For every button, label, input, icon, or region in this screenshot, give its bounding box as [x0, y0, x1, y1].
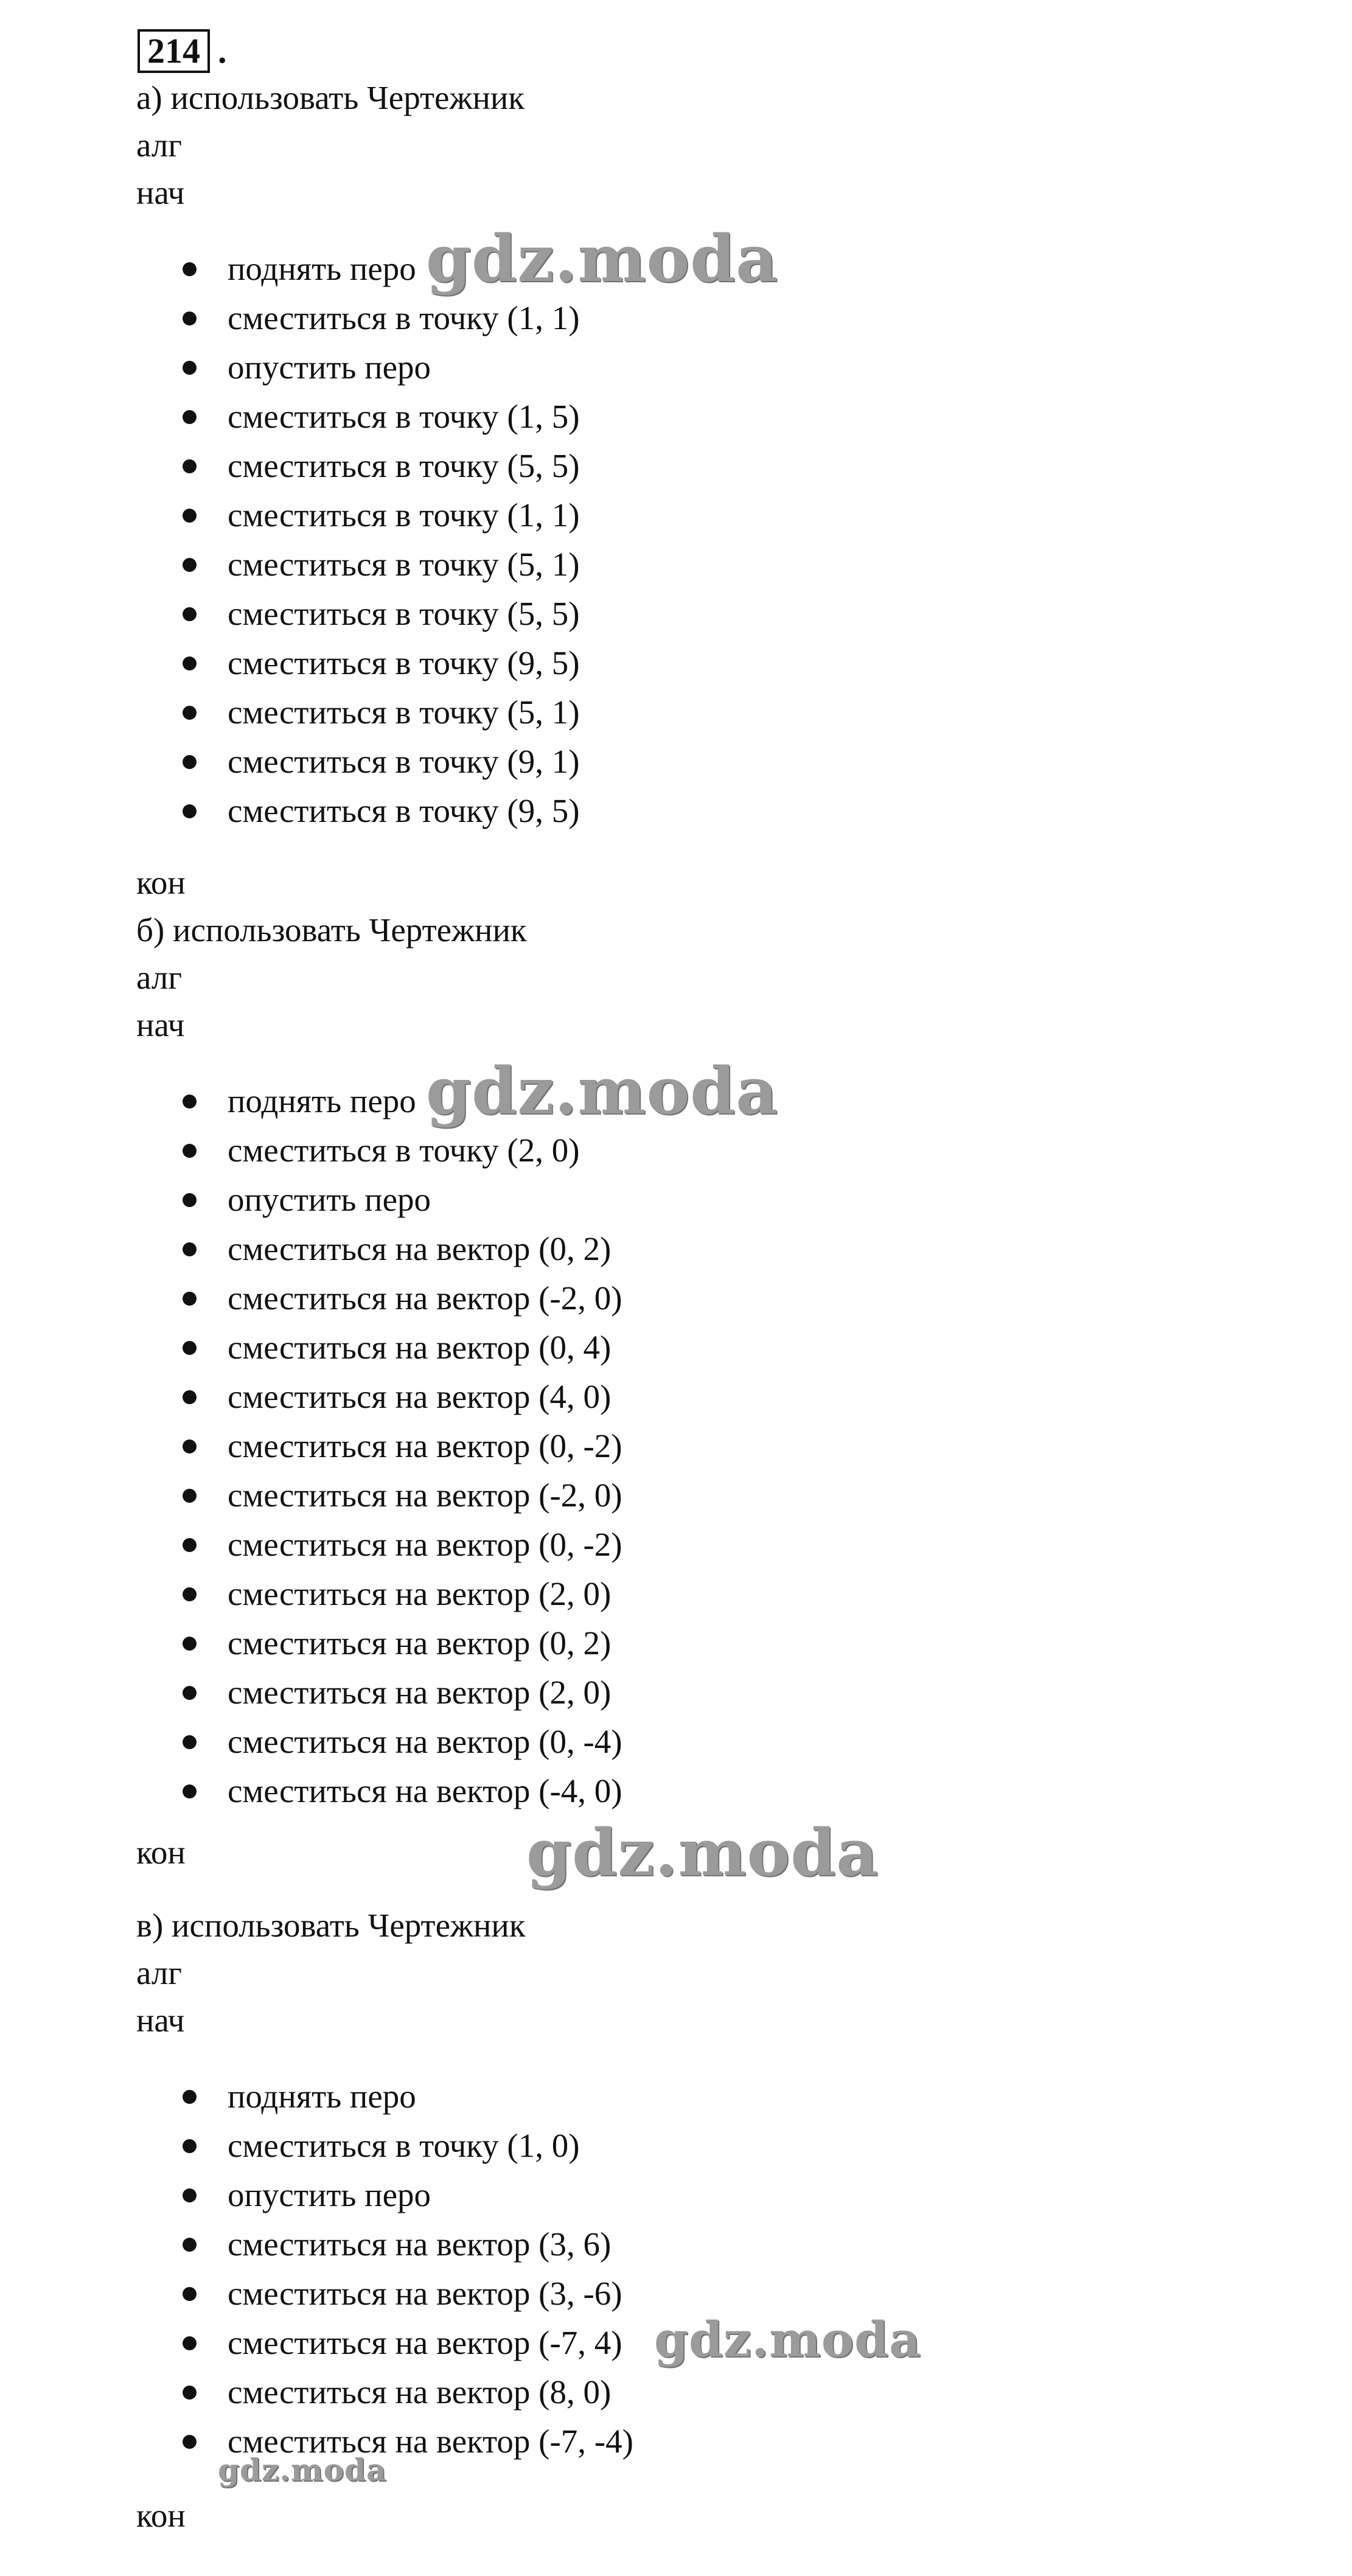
list-item: сместиться на вектор (0, -4) — [228, 1723, 622, 1760]
list-item: поднять перо — [228, 1082, 416, 1119]
list-item: сместиться на вектор (-4, 0) — [228, 1772, 622, 1809]
bullet-icon — [183, 1784, 197, 1798]
bullet-icon — [183, 1439, 197, 1453]
list-item: сместиться на вектор (2, 0) — [228, 1575, 612, 1612]
bullet-icon — [183, 2336, 197, 2350]
bullet-icon — [183, 2188, 197, 2202]
bullet-icon — [183, 1193, 197, 1207]
list-item: сместиться на вектор (-7, -4) — [228, 2423, 633, 2460]
list-item: сместиться на вектор (3, -6) — [228, 2275, 622, 2312]
bullet-icon — [183, 410, 197, 424]
task-number-dot: . — [218, 31, 227, 71]
part-a-heading: а) использовать Чертежник — [136, 79, 525, 116]
bullet-icon — [183, 1489, 197, 1503]
bullet-icon — [183, 2090, 197, 2104]
bullet-icon — [183, 1390, 197, 1404]
list-item: сместиться на вектор (0, -2) — [228, 1526, 622, 1563]
list-item: сместиться на вектор (2, 0) — [228, 1674, 612, 1711]
list-item: сместиться в точку (5, 5) — [228, 595, 580, 632]
list-item: сместиться на вектор (4, 0) — [228, 1378, 612, 1415]
list-item: сместиться в точку (9, 1) — [228, 743, 580, 780]
list-item: сместиться в точку (2, 0) — [228, 1132, 580, 1169]
list-item: сместиться в точку (1, 1) — [228, 496, 580, 534]
list-item: опустить перо — [228, 349, 431, 386]
watermark: gdz.moda — [526, 1814, 879, 1890]
watermark: gdz.moda — [426, 220, 778, 296]
bullet-icon — [183, 361, 197, 375]
bullet-icon — [183, 509, 197, 523]
bullet-icon — [183, 2287, 197, 2301]
list-item: сместиться на вектор (0, -2) — [228, 1427, 622, 1464]
list-item: сместиться на вектор (-2, 0) — [228, 1279, 622, 1317]
bullet-icon — [183, 1292, 197, 1306]
part-b-end: кон — [136, 1834, 186, 1871]
watermark: gdz.moda — [654, 2311, 921, 2368]
bullet-icon — [183, 2238, 197, 2252]
list-item: сместиться на вектор (0, 4) — [228, 1329, 612, 1366]
bullet-icon — [183, 1686, 197, 1700]
list-item: сместиться на вектор (-2, 0) — [228, 1477, 622, 1514]
bullet-icon — [183, 804, 197, 818]
list-item: сместиться в точку (9, 5) — [228, 644, 580, 681]
watermark: gdz.moda — [426, 1053, 778, 1129]
bullet-icon — [183, 1341, 197, 1355]
part-c-begin: нач — [136, 2002, 185, 2039]
list-item: сместиться на вектор (-7, 4) — [228, 2324, 622, 2361]
bullet-icon — [183, 1538, 197, 1552]
bullet-icon — [183, 1144, 197, 1158]
list-item: сместиться в точку (1, 0) — [228, 2127, 580, 2164]
bullet-icon — [183, 312, 197, 325]
bullet-icon — [183, 706, 197, 720]
part-b-alg: алг — [136, 959, 182, 996]
list-item: сместиться в точку (1, 1) — [228, 299, 580, 336]
list-item: сместиться на вектор (0, 2) — [228, 1230, 612, 1267]
bullet-icon — [183, 607, 197, 621]
watermark: gdz.moda — [218, 2452, 387, 2488]
list-item: сместиться на вектор (8, 0) — [228, 2373, 612, 2411]
list-item: опустить перо — [228, 2176, 431, 2213]
part-b-begin: нач — [136, 1006, 185, 1043]
part-c-end: кон — [136, 2497, 186, 2534]
task-number: 214 — [138, 29, 210, 73]
list-item: сместиться в точку (9, 5) — [228, 792, 580, 829]
part-a-begin: нач — [136, 174, 185, 211]
list-item: сместиться на вектор (0, 2) — [228, 1624, 612, 1662]
part-c-heading: в) использовать Чертежник — [136, 1907, 526, 1944]
list-item: поднять перо — [228, 250, 416, 287]
list-item: сместиться на вектор (3, 6) — [228, 2226, 612, 2263]
bullet-icon — [183, 1242, 197, 1256]
part-a-end: кон — [136, 864, 186, 901]
bullet-icon — [183, 1637, 197, 1651]
bullet-icon — [183, 2386, 197, 2400]
list-item: сместиться в точку (5, 5) — [228, 447, 580, 484]
bullet-icon — [183, 755, 197, 769]
list-item: сместиться в точку (5, 1) — [228, 694, 580, 731]
bullet-icon — [183, 459, 197, 473]
list-item: поднять перо — [228, 2078, 416, 2115]
list-item: опустить перо — [228, 1181, 431, 1218]
bullet-icon — [183, 1587, 197, 1601]
bullet-icon — [183, 2139, 197, 2153]
list-item: сместиться в точку (5, 1) — [228, 546, 580, 583]
bullet-icon — [183, 1735, 197, 1749]
part-a-alg: алг — [136, 127, 182, 164]
bullet-icon — [183, 262, 197, 276]
part-b-heading: б) использовать Чертежник — [136, 911, 527, 949]
bullet-icon — [183, 2435, 197, 2449]
bullet-icon — [183, 656, 197, 670]
bullet-icon — [183, 558, 197, 572]
list-item: сместиться в точку (1, 5) — [228, 398, 580, 435]
part-c-alg: алг — [136, 1954, 182, 1991]
bullet-icon — [183, 1095, 197, 1109]
